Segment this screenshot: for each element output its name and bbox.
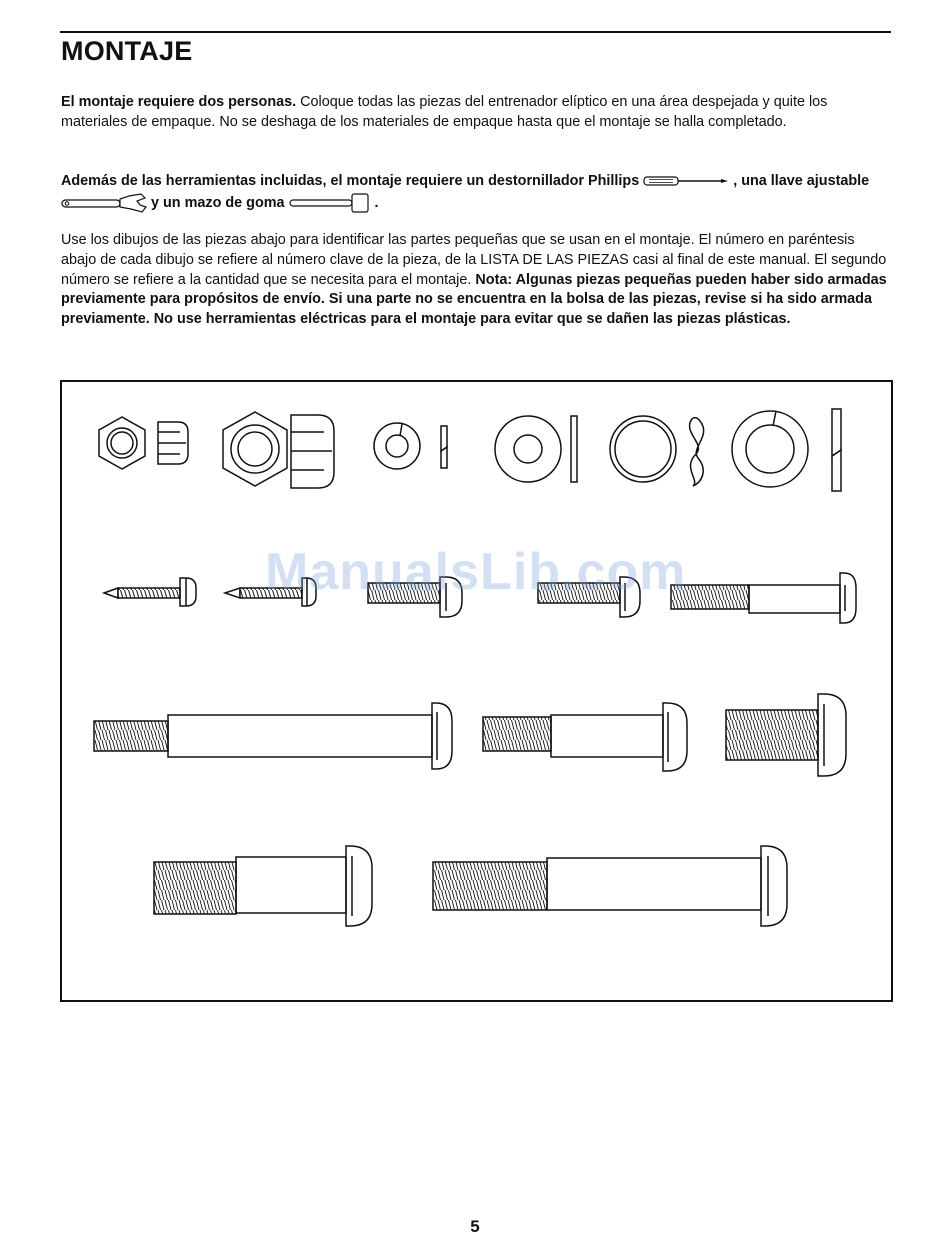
instructions-text: Use los dibujos de las piezas abajo para identificar las partes pequeñas que se usan en el montaje. El número en paréntesis abajo de cada dibujo se refiere al número clave de la pieza, de la LISTA DE LAS PIEZAS casi al final de este manual. El segundo número se refiere a la cantidad que se necesita para el montaje.	[61, 232, 887, 288]
page-title: MONTAJE	[61, 36, 193, 66]
short-button-bolt-icon	[726, 694, 846, 776]
small-split-lock-washer-icon	[374, 423, 420, 469]
intro-bold: El montaje requiere dos personas.	[61, 94, 297, 110]
long-shoulder-bolt-icon	[94, 703, 452, 769]
small-split-lock-washer-side-icon	[441, 426, 447, 468]
intro-text: Coloque todas las piezas del entrenador elíptico en una área despejada y quite los materiales de empaque. No se deshaga de los materiales de empaque hasta que el montaje se halla completado.	[61, 94, 828, 130]
tools-text-1: Además de las herramientas incluidas, el montaje requiere un destornillador Phillips	[61, 173, 644, 189]
large-nylon-locknut-side-icon	[291, 415, 334, 488]
small-hex-nut-front-icon	[99, 417, 145, 469]
instructions-note: Nota: Algunas piezas pequeñas pueden haber sido armadas previamente para propósitos de envío. Si una parte no se encuentra en la bolsa de las piezas, revise si ha sido armada previamente. No use herramientas eléctricas para el montaje para evitar que se dañen las piezas plásticas.	[61, 271, 887, 328]
large-split-lock-washer-icon	[732, 411, 808, 487]
short-large-shoulder-bolt-icon	[154, 846, 372, 926]
medium-shoulder-bolt-icon	[483, 703, 687, 771]
retaining-ring-icon	[610, 416, 676, 482]
tools-text-4: .	[370, 194, 379, 211]
small-screw-1-icon	[104, 578, 196, 606]
cotter-clip-icon	[690, 418, 704, 486]
tools-text-2: , una llave ajustable	[729, 173, 870, 189]
large-split-lock-washer-side-icon	[832, 409, 841, 491]
long-large-shoulder-bolt-icon	[433, 846, 787, 926]
flat-washer-side-icon	[571, 416, 577, 482]
tools-text-3: y un mazo de goma	[147, 194, 289, 211]
flat-washer-front-icon	[495, 416, 561, 482]
page-number: 5	[470, 1217, 480, 1236]
shoulder-bolt-small-icon	[671, 573, 856, 623]
watermark: ManualsLib.com	[265, 543, 687, 601]
small-nylon-locknut-side-icon	[158, 422, 188, 464]
large-hex-nut-front-icon	[223, 412, 287, 486]
